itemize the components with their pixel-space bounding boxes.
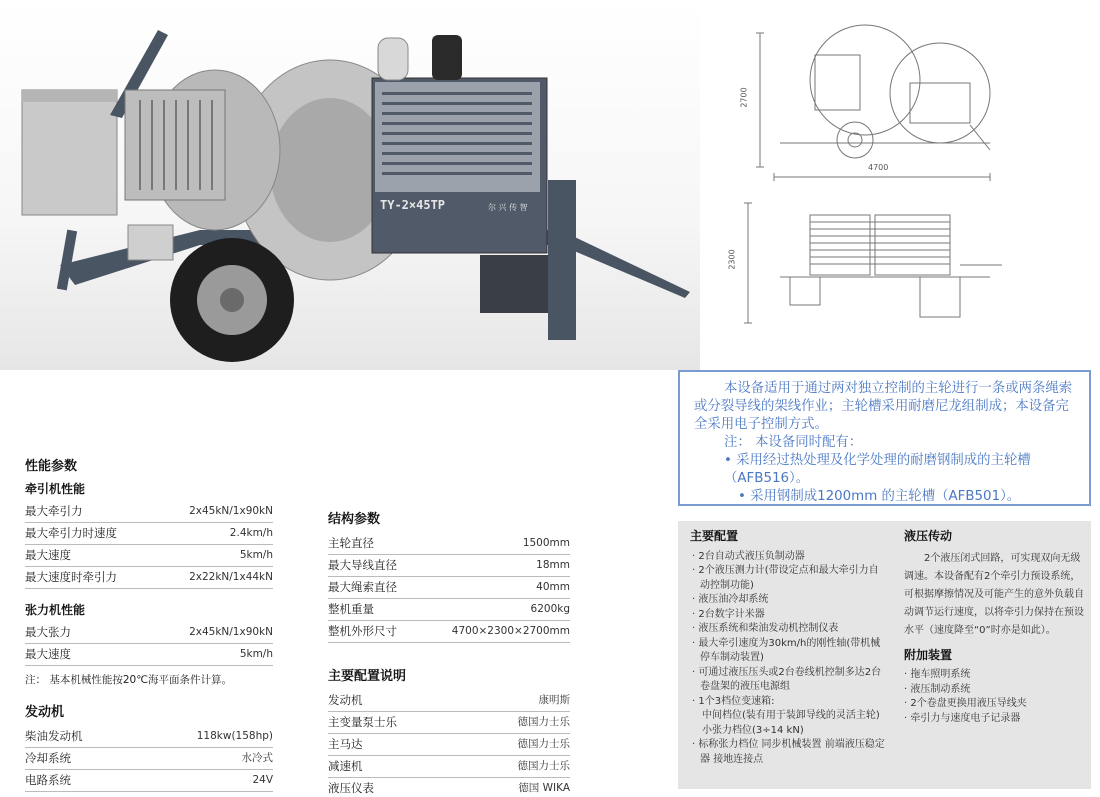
spec-row: 液压仪表 德国 WIKA [328, 778, 570, 797]
main-config-title: 主要配置 [690, 529, 739, 543]
list-item: · 牵引力与速度电子记录器 [904, 712, 1021, 724]
top-height-dim: 2300 [727, 249, 737, 270]
list-item: · 液压油冷却系统 [692, 594, 769, 605]
performance-note: 注： 基本机械性能按20℃海平面条件计算。 [25, 674, 232, 686]
spec-row: 主马达 德国力士乐 [328, 734, 570, 756]
description-box [678, 370, 1091, 506]
spec-row: 最大张力 2x45kN/1x90kN [25, 622, 273, 644]
description-bullet-1: • 采用经过热处理及化学处理的耐磨钢制成的主轮槽（AFB516）。 [724, 453, 1031, 486]
tension-title: 张力机性能 [25, 603, 86, 617]
spec-row: 冷却系统 水冷式 [25, 748, 273, 770]
main-config-column [690, 529, 885, 767]
spec-row: 主变量泵士乐 德国力士乐 [328, 712, 570, 734]
list-item: · 拖车照明系统 [904, 669, 971, 680]
spec-row: 最大导线直径 18mm [328, 555, 570, 577]
structure-title: 结构参数 [328, 512, 381, 527]
list-subitem: 小张力档位(3÷14 kN) [702, 724, 804, 736]
brand-label: 尔 兴 传 智 [488, 203, 528, 212]
list-item: · 液压系统和柴油发动机控制仪表 [692, 623, 839, 634]
spec-row: 整机重量 6200kg [328, 599, 570, 621]
list-item: · 2个液压测力计(带设定点和最大牵引力自动控制功能) [692, 565, 879, 591]
spec-row: 最大绳索直径 40mm [328, 577, 570, 599]
list-item: · 最大牵引速度为30km/h的刚性轴(带机械停车制动装置) [692, 637, 881, 663]
spec-row: 最大速度 5km/h [25, 545, 273, 567]
description-bullet-2: • 采用钢制成1200mm 的主轮槽（AFB501）。 [738, 489, 1021, 504]
spec-row: 最大速度 5km/h [25, 644, 273, 666]
list-subitem: 中间档位(装有用于装卸导线的灵活主轮) [702, 710, 880, 721]
machine-photo [0, 0, 700, 370]
description-note: 注： 本设备同时配有： [724, 435, 863, 450]
spec-row: 最大牵引力 2x45kN/1x90kN [25, 501, 273, 523]
structure-section [328, 508, 570, 797]
traction-title: 牵引机性能 [25, 482, 86, 496]
extra-title: 附加装置 [904, 647, 953, 662]
config-box [678, 521, 1091, 789]
list-item: · 可通过液压压头或2台卷线机控制多达2台卷盘架的液压电源组 [692, 666, 882, 692]
list-item: · 液压制动系统 [904, 683, 971, 695]
technical-drawings [727, 15, 1100, 350]
description-text: 本设备适用于通过两对独立控制的主轮进行一条或两条绳索或分裂导线的架线作业；主轮槽采用耐磨尼龙组制成；本设备完全采用电子控制方式。 [694, 381, 1073, 432]
side-height-dim: 2700 [739, 87, 749, 108]
hydraulic-text: 2个液压闭式回路，可实现双向无级调速。本设备配有2个牵引力预设系统，可根据摩擦情况及可能产生的意外负载自动调节运行速度，以将牵引力保持在预设水平（速度降至“0”时亦是如此）。 [904, 552, 1084, 636]
performance-section [25, 455, 273, 792]
engine-title: 发动机 [25, 705, 65, 720]
spec-row: 减速机 德国力士乐 [328, 756, 570, 778]
machine-model-label: TY-2×45TP [380, 198, 446, 212]
spec-row: 发动机 康明斯 [328, 690, 570, 712]
side-length-dim: 4700 [868, 163, 889, 172]
spec-row: 主轮直径 1500mm [328, 533, 570, 555]
spec-row: 最大牵引力时速度 2.4km/h [25, 523, 273, 545]
spec-row: 电路系统 24V [25, 770, 273, 792]
spec-row: 整机外形尺寸 4700×2300×2700mm [328, 621, 570, 643]
list-item: · 2台数字计米器 [692, 608, 765, 620]
list-item: · 1个3档位变速箱: [692, 695, 775, 707]
spec-row: 柴油发动机 118kw(158hp) [25, 726, 273, 748]
config-desc-title: 主要配置说明 [328, 669, 407, 684]
list-item: · 2台自动式液压负制动器 [692, 550, 805, 562]
hydraulic-title: 液压传动 [904, 529, 953, 543]
hydraulic-column [904, 529, 1084, 726]
spec-row: 最大速度时牵引力 2x22kN/1x44kN [25, 567, 273, 589]
list-item: · 标称张力档位 同步机械装置 前端液压稳定器 接地连接点 [692, 739, 885, 765]
performance-title: 性能参数 [25, 459, 78, 474]
list-item: · 2个卷盘更换用液压导线夹 [904, 698, 1027, 709]
